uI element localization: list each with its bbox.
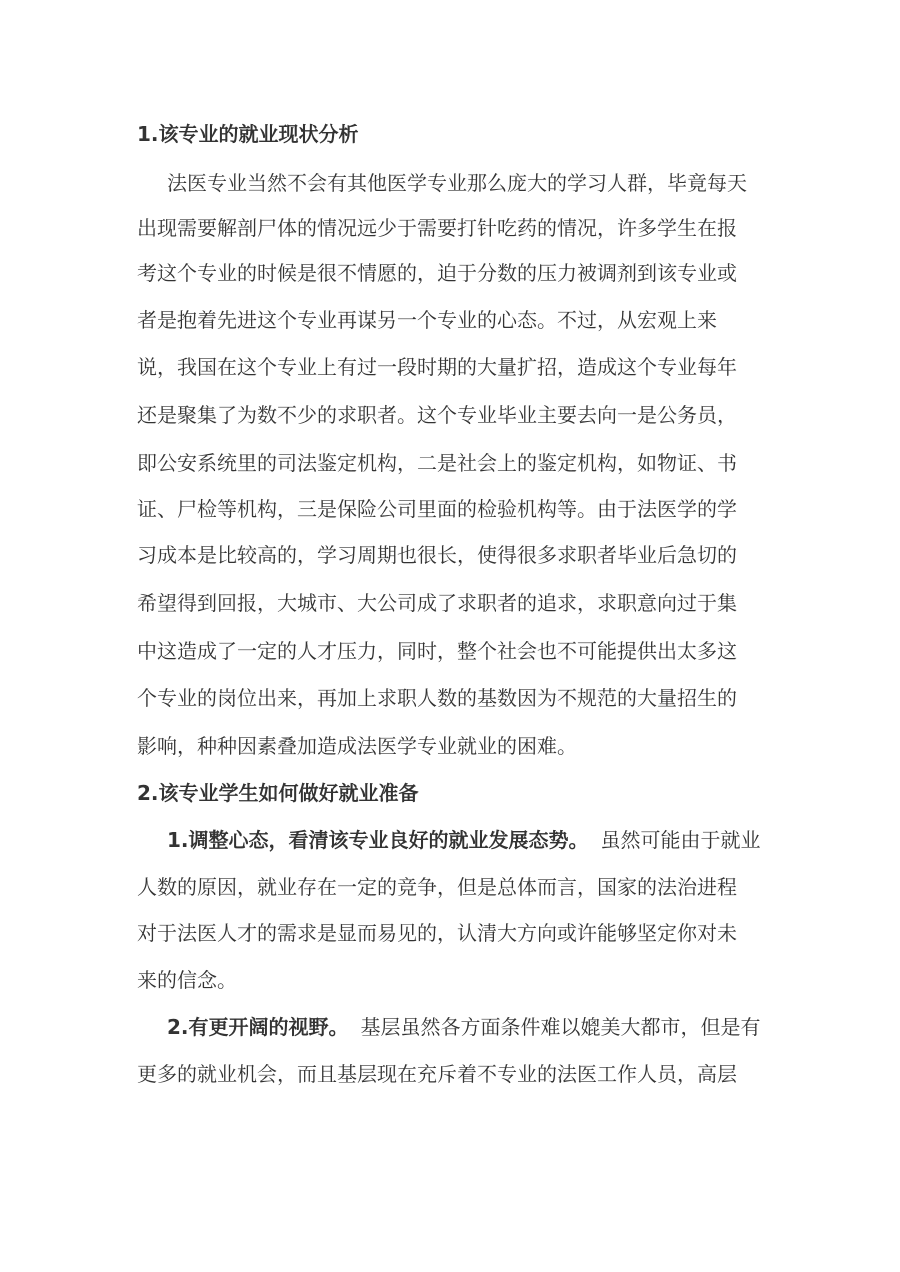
section-1-line: 还是聚集了为数不少的求职者。这个专业毕业主要去向一是公务员，	[137, 403, 737, 427]
paragraph-1-line: 对于法医人才的需求是显而易见的，认清大方向或许能够坚定你对未	[137, 921, 737, 945]
paragraph-1-line: 人数的原因，就业存在一定的竞争，但是总体而言，国家的法治进程	[137, 875, 737, 899]
section-1-line: 出现需要解剖尸体的情况远少于需要打针吃药的情况，许多学生在报	[137, 216, 737, 240]
section-1-line: 影响，种种因素叠加造成法医学专业就业的困难。	[137, 734, 577, 758]
section-1-line: 考这个专业的时候是很不情愿的，迫于分数的压力被调剂到该专业或	[137, 261, 737, 285]
section-1-line: 法医专业当然不会有其他医学专业那么庞大的学习人群，毕竟每天	[167, 171, 747, 195]
section-1-line: 者是抱着先进这个专业再谋另一个专业的心态。不过，从宏观上来	[137, 308, 717, 332]
paragraph-2-first-line	[167, 1012, 777, 1042]
section-1-line: 说，我国在这个专业上有过一段时期的大量扩招，造成这个专业每年	[137, 355, 737, 379]
section-1-line: 希望得到回报，大城市、大公司成了求职者的追求，求职意向过于集	[137, 591, 737, 615]
section-1-line: 即公安系统里的司法鉴定机构，二是社会上的鉴定机构，如物证、书	[137, 451, 737, 475]
paragraph-2-line: 更多的就业机会，而且基层现在充斥着不专业的法医工作人员，高层	[137, 1062, 737, 1086]
section-1-line: 中这造成了一定的人才压力，同时，整个社会也不可能提供出太多这	[137, 639, 737, 663]
section-1-line: 习成本是比较高的，学习周期也很长，使得很多求职者毕业后急切的	[137, 543, 737, 567]
paragraph-1-lead: 1.调整心态，看清该专业良好的就业发展态势。	[167, 828, 589, 852]
section-1-heading: 1.该专业的就业现状分析	[137, 122, 359, 146]
paragraph-1-first-line	[167, 825, 777, 855]
paragraph-2-lead: 2.有更开阔的视野。	[167, 1015, 349, 1039]
section-1-line: 个专业的岗位出来，再加上求职人数的基数因为不规范的大量招生的	[137, 686, 737, 710]
paragraph-1-line: 来的信念。	[137, 968, 237, 992]
section-2-heading: 2.该专业学生如何做好就业准备	[137, 781, 419, 805]
paragraph-2-first-rest: 基层虽然各方面条件难以媲美大都市，但是有	[360, 1015, 761, 1039]
paragraph-1-first-rest: 虽然可能由于就业	[600, 828, 761, 852]
section-1-line: 证、尸检等机构，三是保险公司里面的检验机构等。由于法医学的学	[137, 497, 737, 521]
